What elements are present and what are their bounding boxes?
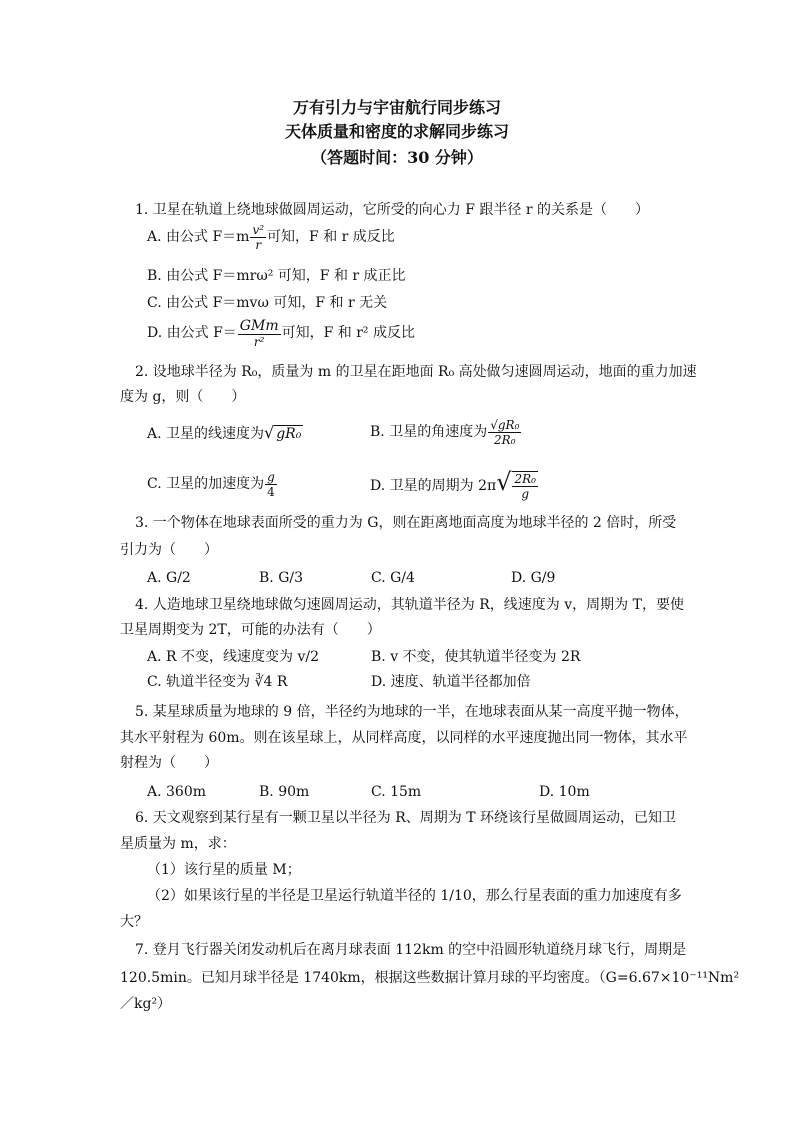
q2-b-den: 2R₀ [494,432,516,447]
q5-option-c: C. 15m [371,784,422,800]
q5-option-b: B. 90m [259,784,310,800]
q1-a-post: 可知，F 和 r 成反比 [267,229,395,245]
q6-part-2-cont: 大？ [120,914,148,930]
q2-b-num: √gR₀ [490,417,520,432]
sqrt-icon: √ [264,423,275,442]
q1-a-den: r [255,237,262,252]
title-main: 万有引力与宇宙航行同步练习 [292,98,501,117]
q5-option-a: A. 360m [147,784,207,800]
q7-stem-1: 7. 登月飞行器关闭发动机后在离月球表面 112km 的空中沿圆形轨道绕月球飞行，周期是 [135,942,687,958]
q4-stem-2: 卫星周期变为 2T，可能的办法有（ ） [120,622,381,638]
q2-a-pre: A. 卫星的线速度为 [147,426,265,442]
q5-stem-2: 其水平射程为 60m。则在该星球上，从同样高度，以同样的水平速度抛出同一物体，其水平 [120,730,688,746]
q4-stem-1: 4. 人造地球卫星绕地球做匀速圆周运动，其轨道半径为 R，线速度为 v，周期为 T，要使 [135,597,684,613]
q3-stem-2: 引力为（ ） [120,542,218,558]
q1-option-a [147,222,395,252]
sqrt-icon: √ [496,468,512,496]
q6-part-2: （2）如果该行星的半径是卫星运行轨道半径的 1/10，那么行星表面的重力加速度有多 [147,888,682,904]
q1-option-c: C. 由公式 F＝mvω 可知，F 和 r 无关 [147,295,388,311]
q1-d-den: r² [253,334,265,349]
q1-d-post: 可知，F 和 r² 成反比 [281,325,415,341]
q2-c-fraction [265,470,277,499]
q2-option-c [147,464,278,504]
q2-a-radicand: gR₀ [276,426,302,442]
q2-c-den: 4 [267,484,275,499]
q2-option-b [370,410,522,454]
q1-a-num: v² [252,222,265,237]
q1-d-pre: D. 由公式 F＝ [147,325,237,341]
title-time: （答题时间：30 分钟） [311,148,483,167]
q2-d-pre: D. 卫星的周期为 2π [370,478,497,494]
q2-c-num: g [267,469,275,484]
q6-part-1: （1）该行星的质量 M； [147,862,301,878]
q3-option-d: D. G/9 [511,570,556,586]
q4-option-a: A. R 不变，线速度变为 v/2 [147,649,319,665]
q4-option-d: D. 速度、轨道半径都加倍 [371,674,531,690]
q5-option-d: D. 10m [539,784,590,800]
q4-option-c: C. 轨道半径变为 ∛4 R [147,674,288,690]
q3-option-b: B. G/3 [259,570,303,586]
q2-b-pre: B. 卫星的角速度为 [370,424,488,440]
q2-stem-1: 2. 设地球半径为 R₀，质量为 m 的卫星在距地面 R₀ 高处做匀速圆周运动，地面的重力加速 [135,364,697,380]
q4-option-b: B. v 不变，使其轨道半径变为 2R [371,649,581,665]
title-sub: 天体质量和密度的求解同步练习 [284,122,509,141]
q5-stem-1: 5. 某星球质量为地球的 9 倍，半径约为地球的一半，在地球表面从某一高度平抛一物体， [135,704,689,720]
q2-d-num: 2R₀ [514,472,536,486]
q5-stem-3: 射程为（ ） [120,755,218,771]
q2-option-a [147,418,303,449]
q7-stem-3: ／kg²） [120,996,172,1012]
q3-stem-1: 3. 一个物体在地球表面所受的重力为 G，则在距离地面高度为地球半径的 2 倍时，所受 [135,515,677,531]
q1-option-b: B. 由公式 F＝mrω² 可知，F 和 r 成正比 [147,268,406,284]
q7-stem-2: 120.5min。已知月球半径是 1740km，根据这些数据计算月球的平均密度。（G=6.67×10⁻¹¹Nm² [120,970,740,986]
q3-option-c: C. G/4 [371,570,415,586]
q6-stem-1: 6. 天文观察到某行星有一颗卫星以半径为 R、周期为 T 环绕该行星做圆周运动，已知卫 [135,810,677,826]
q1-d-num: GMm [239,317,279,334]
q2-stem-2: 度为 g，则（ ） [120,389,246,405]
q1-a-pre: A. 由公式 F＝m [147,229,250,245]
q2-d-den: g [521,487,530,501]
q2-b-fraction [488,418,521,447]
q1-a-fraction [250,223,266,252]
q6-stem-2: 星质量为 m，求： [120,836,236,852]
q2-option-d [370,460,539,508]
q2-d-fraction [512,471,537,501]
q1-stem: 1. 卫星在轨道上绕地球做圆周运动，它所受的向心力 F 跟半径 r 的关系是（ ） [135,202,650,218]
q2-c-pre: C. 卫星的加速度为 [147,476,265,492]
q1-d-fraction [238,318,281,349]
q1-option-d [147,316,415,350]
q3-option-a: A. G/2 [147,570,191,586]
